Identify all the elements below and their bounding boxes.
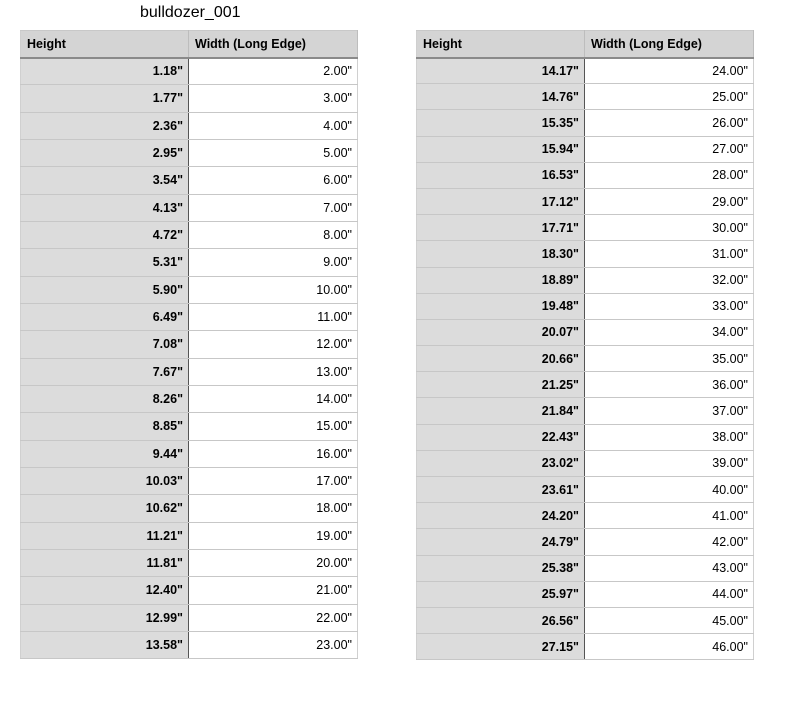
width-cell: 37.00" [585,398,754,424]
width-cell: 14.00" [189,385,358,412]
width-cell: 17.00" [189,467,358,494]
width-cell: 10.00" [189,276,358,303]
height-cell: 1.77" [21,85,189,112]
table-row [21,167,358,194]
height-cell: 16.53" [417,162,585,188]
width-cell: 26.00" [585,110,754,136]
height-cell: 2.95" [21,139,189,166]
height-cell: 9.44" [21,440,189,467]
table-row [417,398,754,424]
header-row [417,31,754,58]
table-row [21,385,358,412]
table-row [417,241,754,267]
height-cell: 7.08" [21,331,189,358]
height-cell: 20.66" [417,346,585,372]
height-cell: 17.12" [417,188,585,214]
width-cell: 20.00" [189,549,358,576]
height-cell: 6.49" [21,303,189,330]
document-title: bulldozer_001 [140,4,241,21]
width-cell: 2.00" [189,58,358,85]
height-cell: 17.71" [417,215,585,241]
width-cell: 7.00" [189,194,358,221]
table-row [21,303,358,330]
width-cell: 3.00" [189,85,358,112]
table-row [21,58,358,85]
table-row [417,581,754,607]
height-cell: 18.89" [417,267,585,293]
table-row [21,194,358,221]
table-row [417,162,754,188]
table-row [21,276,358,303]
height-cell: 24.20" [417,503,585,529]
table-row [417,188,754,214]
height-cell: 14.17" [417,58,585,84]
table-row [417,215,754,241]
width-cell: 4.00" [189,112,358,139]
width-cell: 38.00" [585,424,754,450]
table-row [21,112,358,139]
table-row [417,450,754,476]
width-cell: 35.00" [585,346,754,372]
column-header-height: Height [417,31,585,58]
table-row [21,249,358,276]
height-cell: 10.62" [21,495,189,522]
height-cell: 13.58" [21,631,189,658]
width-cell: 36.00" [585,372,754,398]
height-cell: 10.03" [21,467,189,494]
width-cell: 40.00" [585,477,754,503]
width-cell: 13.00" [189,358,358,385]
height-cell: 23.61" [417,477,585,503]
table-row [21,413,358,440]
width-cell: 16.00" [189,440,358,467]
height-cell: 5.90" [21,276,189,303]
width-cell: 6.00" [189,167,358,194]
table-row [21,85,358,112]
height-cell: 25.38" [417,555,585,581]
height-cell: 24.79" [417,529,585,555]
height-cell: 15.94" [417,136,585,162]
width-cell: 45.00" [585,607,754,633]
width-cell: 27.00" [585,136,754,162]
height-cell: 3.54" [21,167,189,194]
width-cell: 31.00" [585,241,754,267]
width-cell: 29.00" [585,188,754,214]
height-cell: 4.72" [21,221,189,248]
table-row [21,631,358,658]
table-row [417,293,754,319]
table-body [21,58,358,659]
size-table-right [416,30,754,660]
width-cell: 8.00" [189,221,358,248]
table-row [417,372,754,398]
height-cell: 14.76" [417,84,585,110]
table-row [417,555,754,581]
table-row [417,267,754,293]
height-cell: 27.15" [417,634,585,660]
table-row [417,503,754,529]
table-row [417,424,754,450]
table-row [21,604,358,631]
table-row [21,139,358,166]
table-row [21,440,358,467]
height-cell: 5.31" [21,249,189,276]
width-cell: 32.00" [585,267,754,293]
width-cell: 15.00" [189,413,358,440]
height-cell: 20.07" [417,319,585,345]
table-row [417,477,754,503]
column-header-width: Width (Long Edge) [189,31,358,58]
width-cell: 19.00" [189,522,358,549]
width-cell: 41.00" [585,503,754,529]
width-cell: 25.00" [585,84,754,110]
width-cell: 39.00" [585,450,754,476]
height-cell: 2.36" [21,112,189,139]
height-cell: 1.18" [21,58,189,85]
table-row [417,529,754,555]
width-cell: 30.00" [585,215,754,241]
table-row [417,58,754,84]
width-cell: 12.00" [189,331,358,358]
height-cell: 8.26" [21,385,189,412]
table-row [21,549,358,576]
width-cell: 18.00" [189,495,358,522]
height-cell: 21.84" [417,398,585,424]
width-cell: 24.00" [585,58,754,84]
table-row [417,634,754,660]
table-row [21,495,358,522]
width-cell: 5.00" [189,139,358,166]
height-cell: 26.56" [417,607,585,633]
table-row [417,607,754,633]
width-cell: 34.00" [585,319,754,345]
height-cell: 22.43" [417,424,585,450]
height-cell: 12.40" [21,577,189,604]
table-body [417,58,754,660]
height-cell: 4.13" [21,194,189,221]
width-cell: 23.00" [189,631,358,658]
width-cell: 42.00" [585,529,754,555]
height-cell: 25.97" [417,581,585,607]
table-row [417,84,754,110]
height-cell: 23.02" [417,450,585,476]
height-cell: 11.21" [21,522,189,549]
table-row [417,136,754,162]
width-cell: 22.00" [189,604,358,631]
width-cell: 46.00" [585,634,754,660]
width-cell: 9.00" [189,249,358,276]
column-header-height: Height [21,31,189,58]
table-row [21,522,358,549]
table-row [417,346,754,372]
width-cell: 43.00" [585,555,754,581]
height-cell: 7.67" [21,358,189,385]
table-row [21,358,358,385]
height-cell: 12.99" [21,604,189,631]
height-cell: 8.85" [21,413,189,440]
column-header-width: Width (Long Edge) [585,31,754,58]
header-row [21,31,358,58]
width-cell: 44.00" [585,581,754,607]
height-cell: 11.81" [21,549,189,576]
table-row [21,221,358,248]
table-row [417,319,754,345]
table-row [21,467,358,494]
table-row [417,110,754,136]
width-cell: 11.00" [189,303,358,330]
width-cell: 21.00" [189,577,358,604]
width-cell: 28.00" [585,162,754,188]
height-cell: 21.25" [417,372,585,398]
width-cell: 33.00" [585,293,754,319]
height-cell: 18.30" [417,241,585,267]
table-row [21,577,358,604]
size-table-left [20,30,358,659]
height-cell: 19.48" [417,293,585,319]
height-cell: 15.35" [417,110,585,136]
table-row [21,331,358,358]
